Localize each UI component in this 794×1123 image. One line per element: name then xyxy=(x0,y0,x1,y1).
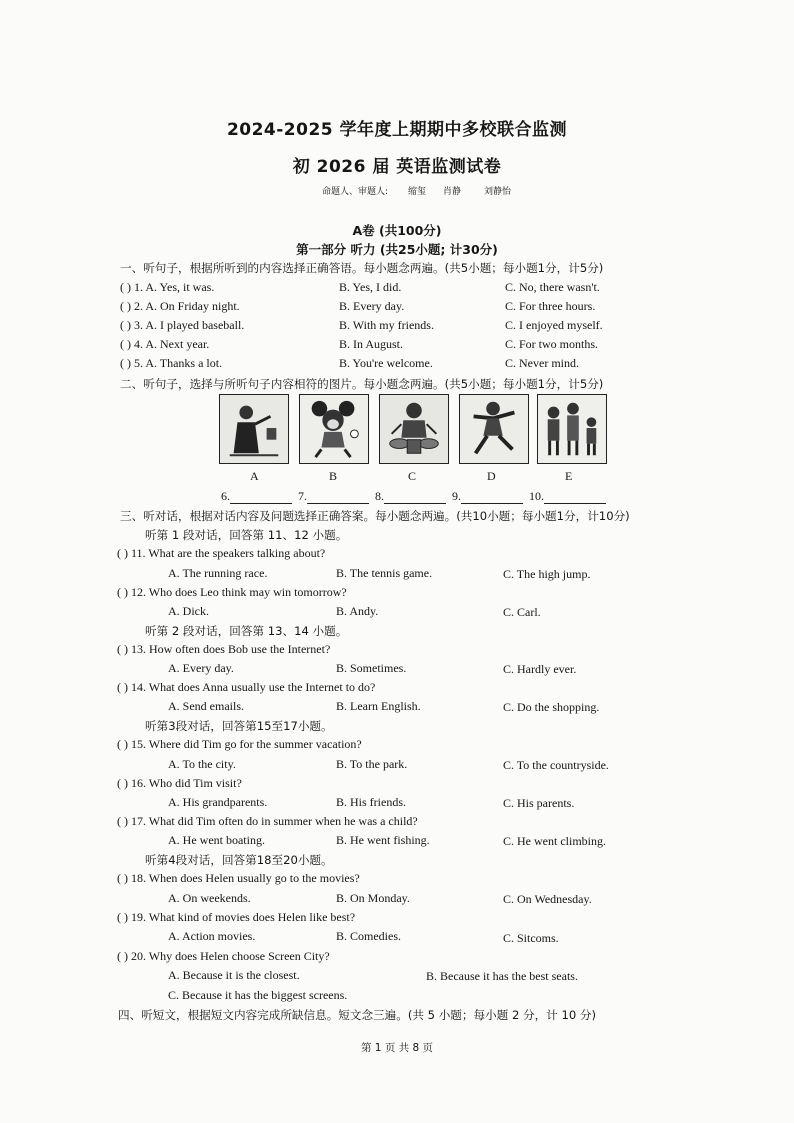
answer-blank-10[interactable] xyxy=(529,489,606,504)
option-b: B. In August. xyxy=(339,337,404,351)
page-number: 第 1 页 共 8 页 xyxy=(360,1042,434,1054)
option-c: C. He went climbing. xyxy=(503,834,606,848)
magician-icon xyxy=(219,394,289,464)
blank-number: 9. xyxy=(452,489,461,503)
question-14: ( ) 14. What does Anna usually use the Internet to do? xyxy=(117,680,376,694)
question-17: ( ) 17. What did Tim often do in summer when he was a child? xyxy=(117,814,418,828)
question-20: ( ) 20. Why does Helen choose Screen City? xyxy=(117,949,330,963)
authors-label: 命题人、审题人: xyxy=(322,187,389,197)
option-a: A. To the city. xyxy=(168,757,236,771)
option-b: B. Every day. xyxy=(339,299,405,313)
picture-label: E xyxy=(565,469,573,483)
question-3: ( ) 3. A. I played baseball. xyxy=(120,318,245,332)
question-1: ( ) 1. A. Yes, it was. xyxy=(120,280,215,294)
question-5: ( ) 5. A. Thanks a lot. xyxy=(120,356,223,370)
picture-label: A xyxy=(250,469,259,483)
family-icon xyxy=(537,394,607,464)
option-b: B. Because it has the best seats. xyxy=(426,969,578,983)
option-a: A. His grandparents. xyxy=(168,795,268,809)
blank-number: 8. xyxy=(375,489,384,503)
option-b: B. Yes, I did. xyxy=(339,280,402,294)
answer-blank-6[interactable] xyxy=(221,489,292,504)
option-b: B. He went fishing. xyxy=(336,833,430,847)
question-16: ( ) 16. Who did Tim visit? xyxy=(117,776,242,790)
picture-label: B xyxy=(329,469,338,483)
blank-number: 10. xyxy=(529,489,544,503)
blank-number: 7. xyxy=(298,489,307,503)
question-18: ( ) 18. When does Helen usually go to the movies? xyxy=(117,871,360,885)
option-b: B. Learn English. xyxy=(336,699,421,713)
blank-line xyxy=(384,491,446,504)
dialogue-intro: 听第 2 段对话，回答第 13、14 小题。 xyxy=(145,624,348,638)
option-a: A. Dick. xyxy=(168,604,209,618)
option-a: A. Send emails. xyxy=(168,699,244,713)
option-b: B. You're welcome. xyxy=(339,356,433,370)
option-b: B. On Monday. xyxy=(336,891,410,905)
option-c: C. His parents. xyxy=(503,796,575,810)
answer-blank-9[interactable] xyxy=(452,489,523,504)
option-a: A. On weekends. xyxy=(168,891,251,905)
author-name: 刘静怡 xyxy=(484,187,512,197)
volume-title: A卷 (共100分) xyxy=(352,223,442,238)
dialogue-intro: 听第3段对话，回答第15至17小题。 xyxy=(145,719,333,733)
part-title: 第一部分 听力 (共25小题; 计30分) xyxy=(296,242,498,257)
option-b: B. His friends. xyxy=(336,795,406,809)
option-a: A. Action movies. xyxy=(168,929,256,943)
question-11: ( ) 11. What are the speakers talking about? xyxy=(117,546,326,560)
option-c: C. To the countryside. xyxy=(503,758,609,772)
answer-blank-8[interactable] xyxy=(375,489,446,504)
mouse-cartoon-icon xyxy=(299,394,369,464)
option-b: B. The tennis game. xyxy=(336,566,433,580)
dancer-icon xyxy=(459,394,529,464)
section3-title: 三、听对话，根据对话内容及问题选择正确答案。每小题念两遍。(共10小题；每小题1分，计10分) xyxy=(120,509,630,523)
dialogue-intro: 听第4段对话，回答第18至20小题。 xyxy=(145,853,333,867)
option-c: C. Hardly ever. xyxy=(503,662,577,676)
option-c: C. No, there wasn't. xyxy=(505,280,600,294)
blank-line xyxy=(230,491,292,504)
option-a: A. Because it is the closest. xyxy=(168,968,300,982)
exam-subtitle: 初 2026 届 英语监测试卷 xyxy=(292,157,502,177)
option-c: C. Never mind. xyxy=(505,356,579,370)
option-c: C. For three hours. xyxy=(505,299,596,313)
option-c: C. The high jump. xyxy=(503,567,591,581)
section1-title: 一、听句子，根据所听到的内容选择正确答语。每小题念两遍。(共5小题；每小题1分，计5分) xyxy=(120,261,604,275)
author-name: 肖静 xyxy=(443,187,462,197)
blank-line xyxy=(461,491,523,504)
question-4: ( ) 4. A. Next year. xyxy=(120,337,210,351)
option-b: B. Comedies. xyxy=(336,929,401,943)
option-c: C. Sitcoms. xyxy=(503,931,559,945)
picture-label: C xyxy=(408,469,417,483)
option-b: B. Andy. xyxy=(336,604,379,618)
option-c: C. For two months. xyxy=(505,337,599,351)
section2-title: 二、听句子，选择与所听句子内容相符的图片。每小题念两遍。(共5小题；每小题1分，计5分) xyxy=(120,377,604,391)
question-12: ( ) 12. Who does Leo think may win tomorrow? xyxy=(117,585,347,599)
option-c: C. I enjoyed myself. xyxy=(505,318,603,332)
option-c: C. Because it has the biggest screens. xyxy=(168,988,348,1002)
option-a: A. He went boating. xyxy=(168,833,265,847)
blank-line xyxy=(307,491,369,504)
picture-label: D xyxy=(487,469,496,483)
dialogue-intro: 听第 1 段对话，回答第 11、12 小题。 xyxy=(145,528,348,542)
question-19: ( ) 19. What kind of movies does Helen like best? xyxy=(117,910,356,924)
option-b: B. Sometimes. xyxy=(336,661,407,675)
exam-title: 2024-2025 学年度上期期中多校联合监测 xyxy=(226,120,568,140)
option-c: C. On Wednesday. xyxy=(503,892,592,906)
answer-blank-7[interactable] xyxy=(298,489,369,504)
option-a: A. Every day. xyxy=(168,661,234,675)
option-c: C. Carl. xyxy=(503,605,541,619)
question-2: ( ) 2. A. On Friday night. xyxy=(120,299,240,313)
option-b: B. To the park. xyxy=(336,757,408,771)
section4-title: 四、听短文，根据短文内容完成所缺信息。短文念三遍。(共 5 小题；每小题 2 分，计 10 分) xyxy=(118,1008,597,1022)
option-c: C. Do the shopping. xyxy=(503,700,600,714)
blank-line xyxy=(544,491,606,504)
drummer-icon xyxy=(379,394,449,464)
author-name: 缩玺 xyxy=(408,187,427,197)
question-13: ( ) 13. How often does Bob use the Internet? xyxy=(117,642,331,656)
blank-number: 6. xyxy=(221,489,230,503)
option-a: A. The running race. xyxy=(168,566,268,580)
option-b: B. With my friends. xyxy=(339,318,434,332)
question-15: ( ) 15. Where did Tim go for the summer vacation? xyxy=(117,737,362,751)
